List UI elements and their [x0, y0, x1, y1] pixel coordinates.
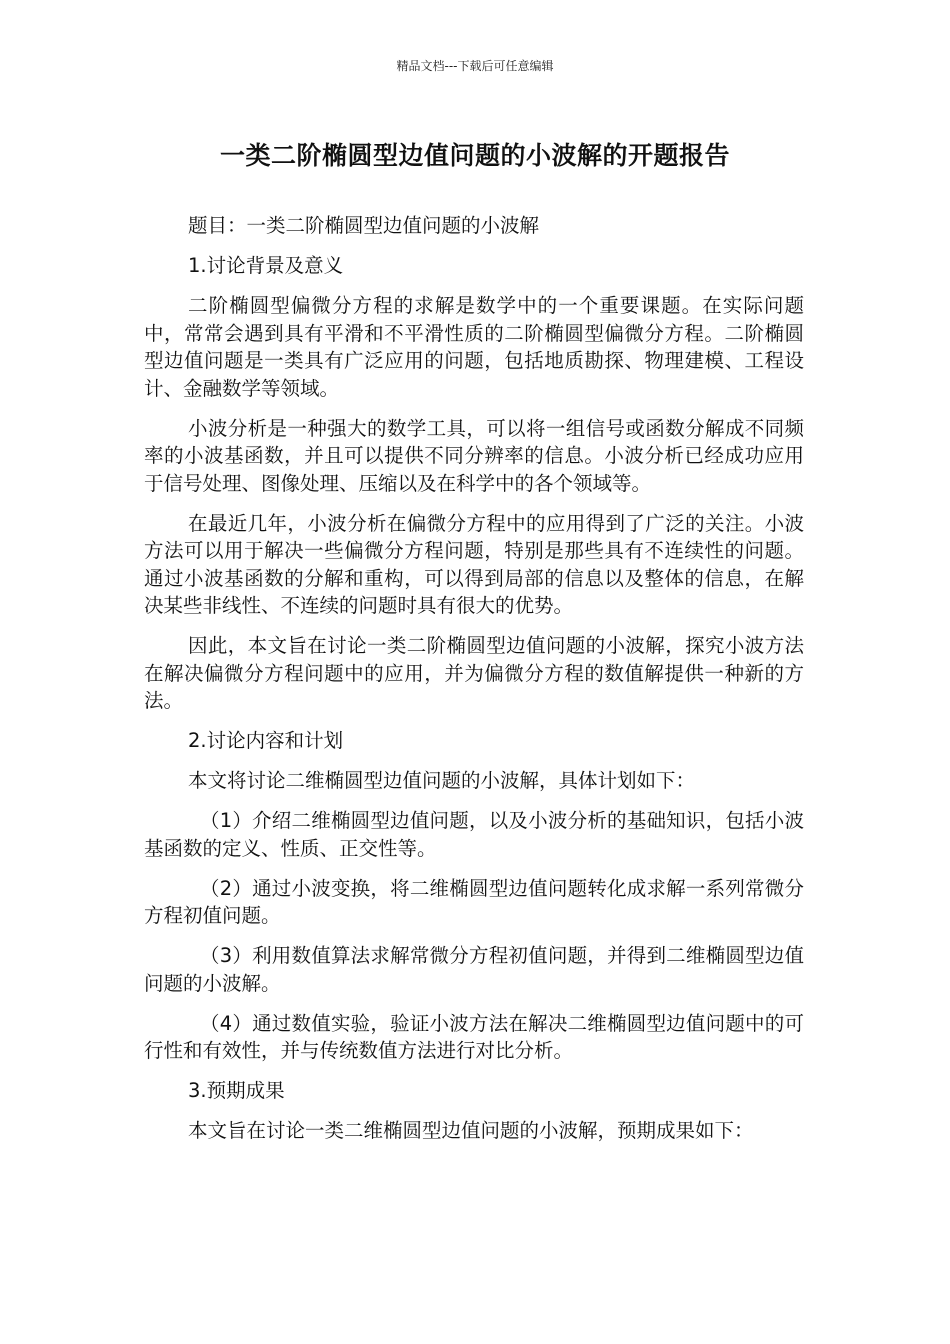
outcomes-intro: 本文旨在讨论一类二维椭圆型边值问题的小波解，预期成果如下： — [188, 1119, 754, 1142]
section-heading-content: 2.讨论内容和计划 — [188, 729, 344, 752]
section-heading-background: 1.讨论背景及意义 — [188, 254, 344, 277]
plan-item-2: （2）通过小波变换，将二维椭圆型边值问题转化成求解一系列常微分方程初值问题。 — [144, 876, 804, 927]
document-body — [144, 212, 804, 1157]
subject-line: 题目：一类二阶椭圆型边值问题的小波解 — [188, 214, 540, 237]
plan-item-1: （1）介绍二维椭圆型边值问题，以及小波分析的基础知识，包括小波基函数的定义、性质、正交性等。 — [144, 809, 804, 860]
section-heading-outcomes: 3.预期成果 — [188, 1079, 285, 1102]
plan-intro: 本文将讨论二维椭圆型边值问题的小波解，具体计划如下： — [188, 769, 696, 792]
paragraph-background-2: 小波分析是一种强大的数学工具，可以将一组信号或函数分解成不同频率的小波基函数，并且可以提供不同分辨率的信息。小波分析已经成功应用于信号处理、图像处理、压缩以及在科学中的各个领域等。 — [144, 416, 804, 495]
document-title: 一类二阶椭圆型边值问题的小波解的开题报告 — [219, 141, 730, 170]
header-note: 精品文档---下载后可任意编辑 — [396, 59, 554, 73]
paragraph-background-3: 在最近几年，小波分析在偏微分方程中的应用得到了广泛的关注。小波方法可以用于解决一些偏微分方程问题，特别是那些具有不连续性的问题。通过小波基函数的分解和重构，可以得到局部的信息以及整体的信息，在解决某些非线性、不连续的问题时具有很大的优势。 — [144, 511, 804, 617]
paragraph-background-1: 二阶椭圆型偏微分方程的求解是数学中的一个重要课题。在实际问题中，常常会遇到具有平滑和不平滑性质的二阶椭圆型偏微分方程。二阶椭圆型边值问题是一类具有广泛应用的问题，包括地质勘探、物理建模、工程设计、金融数学等领域。 — [144, 294, 804, 400]
paragraph-background-4: 因此，本文旨在讨论一类二阶椭圆型边值问题的小波解，探究小波方法在解决偏微分方程问题中的应用，并为偏微分方程的数值解提供一种新的方法。 — [144, 634, 804, 712]
plan-item-3: （3）利用数值算法求解常微分方程初值问题，并得到二维椭圆型边值问题的小波解。 — [144, 944, 804, 995]
plan-item-4: （4）通过数值实验，验证小波方法在解决二维椭圆型边值问题中的可行性和有效性，并与传统数值方法进行对比分析。 — [144, 1011, 804, 1062]
